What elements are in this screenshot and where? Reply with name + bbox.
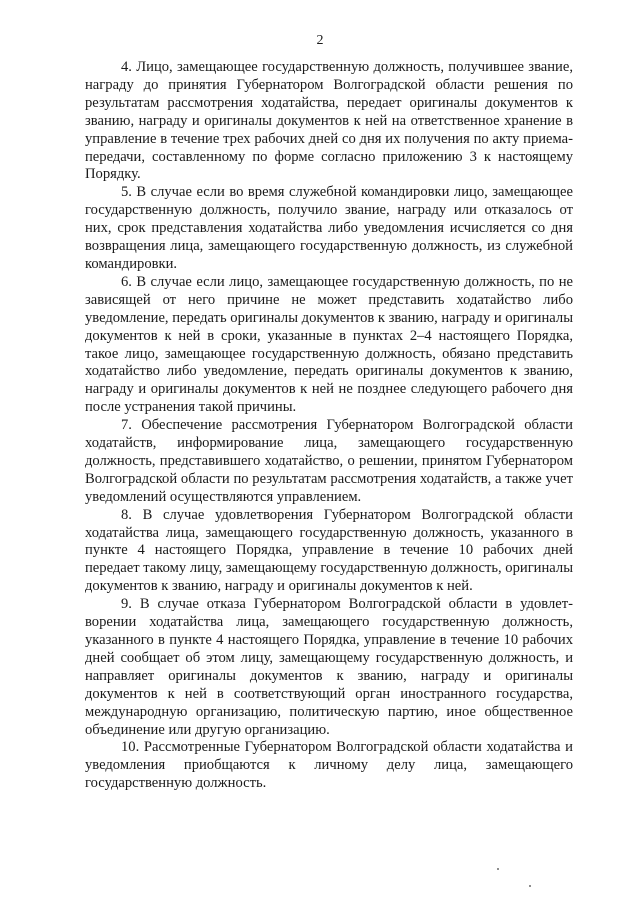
paragraph-5: 5. В случае если во время служебной командировки лицо, замещающее государственную должность, получило звание, награду или отказалось от них, срок представления ходатайства либо уведомления исчисляется со дня возвращения лица, замещающего государственную должность, из служебной командировки. [85, 184, 573, 272]
paragraph-8: 8. В случае удовлетворения Губернатором Волгоградской области ходатайства лица, замещающего государственную должность, указанного в пункте 4 настоящего Порядка, управление в течение 10 рабочих дней передает такому лицу, замещающему государственную должность, оригиналы документов к званию, награду и оригиналы документов к ней. [85, 506, 573, 595]
paragraph-9: 9. В случае отказа Губернатором Волгоградской области в удовлетворении ходатайства лица, замещающего государственную должность, указанного в пункте 4 настоящего Порядка, управление в течение 10 рабочих дней сообщает об этом лицу, замещающему государственную должность, и направляет оригиналы документов к званию, награду и оригиналы документов к ней в соответствующий орган иностранного государства, международную организацию, политическую партию, иное общественное объединение или другую организацию. [85, 596, 573, 738]
scan-speck [529, 885, 531, 887]
page-number: 2 [316, 33, 324, 48]
scan-speck [497, 868, 499, 870]
paragraph-6: 6. В случае если лицо, замещающее государственную должность, по не зависящей от него причине не может представить ходатайство либо уведомление, передать оригиналы документов к званию, награду и оригиналы документов к ней в сроки, указанные в пунктах 2–4 настоящего Порядка, такое лицо, замещающее государственную должность, обязано представить ходатайство либо уведомление, передать оригиналы документов к званию, награду и оригиналы документов к ней не позднее следующего рабочего дня после устранения такой причины. [85, 273, 573, 416]
document-body [85, 59, 573, 793]
paragraph-4: 4. Лицо, замещающее государственную должность, получившее звание, награду до принятия Губернатором Волгоградской области решения по результатам рассмотрения ходатайства, передает оригиналы документов к званию, награду и оригиналы документов к ней на ответственное хранение в управление в течение трех рабочих дней со дня их получения по акту приема-передачи, составленному по форме согласно приложению 3 к настоящему Порядку. [85, 59, 573, 183]
paragraph-10: 10. Рассмотренные Губернатором Волгоградской области ходатайства и уведомления приобщаются к личному делу лица, замещающего государственную должность. [85, 739, 573, 792]
paragraph-7: 7. Обеспечение рассмотрения Губернатором Волгоградской области ходатайств, информирование лица, замещающего государственную должность, представившего ходатайство, о решении, принятом Губернатором Волгоградской области по результатам рассмотрения ходатайств, а также учет уведомлений осуществляются управлением. [85, 417, 573, 505]
